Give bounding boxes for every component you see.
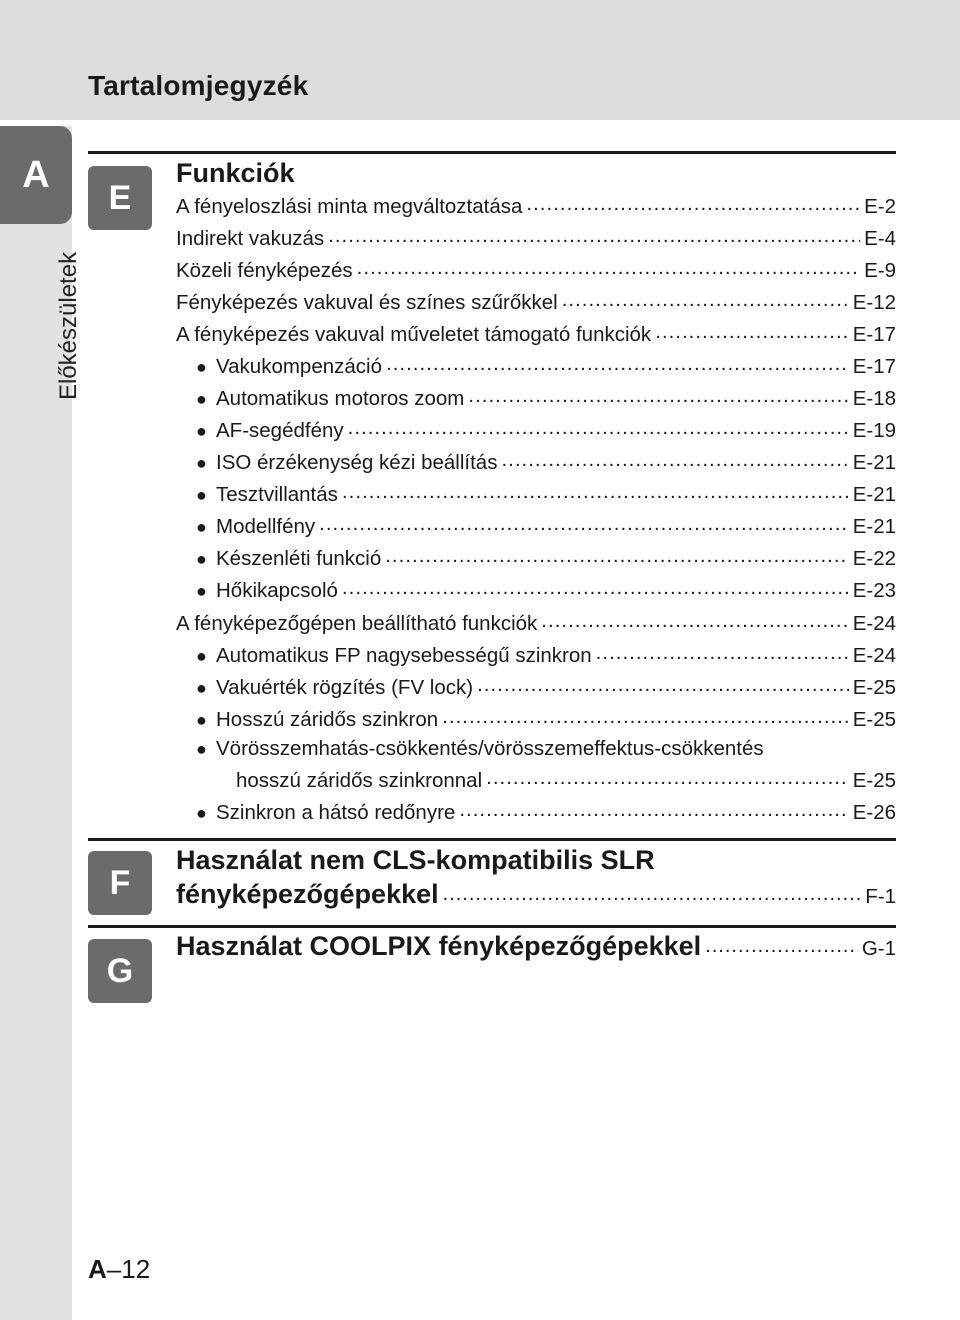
toc-entry-page: E-21	[852, 450, 896, 474]
toc-subentry[interactable]	[196, 576, 896, 606]
toc-entry-page: E-24	[852, 611, 896, 635]
toc-entry-page: E-12	[852, 290, 896, 314]
toc-entry-label: A fényeloszlási minta megváltoztatása	[176, 194, 523, 218]
dot-leader	[443, 883, 862, 903]
toc-entry-page: E-18	[852, 386, 896, 410]
toc-entry-label: A fényképezőgépen beállítható funkciók	[176, 611, 538, 635]
toc-entry-page: E-9	[864, 258, 896, 282]
toc-entry-label: Készenléti funkció	[216, 546, 382, 570]
dot-leader	[541, 609, 848, 630]
bullet-icon: ●	[196, 356, 207, 377]
toc-subentry[interactable]	[196, 480, 896, 510]
dot-leader	[342, 576, 849, 597]
dot-leader	[655, 320, 849, 341]
section-e-title[interactable]: Funkciók	[176, 158, 295, 188]
section-f-title-label: fényképezőgépekkel	[176, 879, 439, 909]
toc-entry-label: Indirekt vakuzás	[176, 226, 325, 250]
bullet-icon: ●	[196, 516, 207, 537]
toc-entry-page: E-17	[852, 354, 896, 378]
page-number-letter: A	[88, 1254, 107, 1284]
toc-entry-label: ISO érzékenység kézi beállítás	[216, 450, 498, 474]
toc-subentry[interactable]	[196, 705, 896, 735]
toc-entry-page: E-26	[852, 800, 896, 824]
toc-entry-label: Hőkikapcsoló	[216, 578, 338, 602]
dot-leader	[501, 448, 848, 469]
toc-entry[interactable]	[176, 320, 896, 350]
toc-entry-page: E-4	[864, 226, 896, 250]
toc-entry-page: E-25	[852, 768, 896, 792]
section-g-letter-box: G	[88, 939, 152, 1003]
page-number-value: –12	[106, 1254, 151, 1284]
dot-leader	[562, 288, 849, 309]
bullet-icon: ●	[196, 580, 207, 601]
dot-leader	[328, 224, 860, 245]
toc-entry-label: Szinkron a hátsó redőnyre	[216, 800, 456, 824]
dot-leader	[477, 673, 849, 694]
toc-subentry[interactable]	[196, 512, 896, 542]
section-f-title-line2[interactable]	[176, 879, 896, 910]
toc-entry[interactable]	[176, 256, 896, 286]
dot-leader	[342, 480, 849, 501]
toc-entry-page: E-23	[852, 578, 896, 602]
dot-leader	[385, 544, 848, 565]
toc-entry-page: E-19	[852, 418, 896, 442]
bullet-icon: ●	[196, 709, 207, 730]
toc-entry-label: Vakukompenzáció	[216, 354, 382, 378]
bullet-icon: ●	[196, 484, 207, 505]
bullet-icon: ●	[196, 388, 207, 409]
toc-entry-page: E-21	[852, 482, 896, 506]
toc-entry-label: AF-segédfény	[216, 418, 344, 442]
section-e-letter-box: E	[88, 166, 152, 230]
bullet-icon: ●	[196, 802, 207, 823]
toc-entry-label: Tesztvillantás	[216, 482, 338, 506]
header-band	[0, 0, 960, 120]
toc-subentry[interactable]	[196, 544, 896, 574]
toc-entry-label: Közeli fényképezés	[176, 258, 353, 282]
toc-entry-label: Fényképezés vakuval és színes szűrőkkel	[176, 290, 558, 314]
section-g-title[interactable]	[176, 931, 896, 962]
toc-entry-page: E-21	[852, 514, 896, 538]
page-title: Tartalomjegyzék	[88, 70, 309, 101]
toc-subentry-first-line[interactable]	[196, 737, 896, 767]
toc-subentry[interactable]	[196, 352, 896, 382]
section-f-title-line1[interactable]: Használat nem CLS-kompatibilis SLR	[176, 845, 655, 875]
dot-leader	[386, 352, 849, 373]
toc-subentry[interactable]	[196, 673, 896, 703]
toc-entry-page: E-17	[852, 322, 896, 346]
toc-entry-label: Automatikus FP nagysebességű szinkron	[216, 643, 592, 667]
toc-entry-label: Vakuérték rögzítés (FV lock)	[216, 675, 474, 699]
page-number	[88, 1254, 150, 1285]
chapter-name-vertical: Előkészületek	[55, 251, 82, 400]
toc-entry-label: A fényképezés vakuval műveletet támogató funkciók	[176, 322, 652, 346]
bullet-icon: ●	[196, 452, 207, 473]
toc-entry[interactable]	[176, 288, 896, 318]
toc-subentry[interactable]	[196, 416, 896, 446]
dot-leader	[459, 798, 848, 819]
section-f-letter-box: F	[88, 851, 152, 915]
dot-leader	[705, 935, 858, 955]
bullet-icon: ●	[196, 420, 207, 441]
toc-entry-label: Hosszú záridős szinkron	[216, 707, 439, 731]
toc-entry-page: E-25	[852, 675, 896, 699]
bullet-icon: ●	[196, 548, 207, 569]
toc-entry-label: Automatikus motoros zoom	[216, 386, 465, 410]
dot-leader	[468, 384, 848, 405]
section-g-page: G-1	[861, 937, 896, 960]
toc-entry[interactable]	[176, 609, 896, 639]
toc-subentry-continuation[interactable]	[236, 766, 896, 796]
toc-entry-label-continuation: hosszú záridős szinkronnal	[236, 768, 483, 792]
chapter-tab-letter: A	[22, 154, 50, 196]
bullet-icon: ●	[196, 677, 207, 698]
toc-subentry[interactable]	[196, 641, 896, 671]
toc-subentry[interactable]	[196, 448, 896, 478]
toc-entry-label: Modellfény	[216, 514, 316, 538]
toc-entry-page: E-24	[852, 643, 896, 667]
toc-entry-label: Vörösszemhatás-csökkentés/vörösszemeffektus-csökkentés	[216, 737, 764, 760]
bullet-icon: ●	[196, 739, 207, 759]
section-g-title-label: Használat COOLPIX fényképezőgépekkel	[176, 931, 702, 961]
dot-leader	[442, 705, 849, 726]
section-f-page: F-1	[865, 885, 896, 908]
dot-leader	[526, 192, 860, 213]
toc-subentry[interactable]	[196, 798, 896, 828]
toc-entry-page: E-2	[864, 194, 896, 218]
toc-subentry[interactable]	[196, 384, 896, 414]
dot-leader	[357, 256, 860, 277]
toc-entry[interactable]	[176, 224, 896, 254]
dot-leader	[596, 641, 849, 662]
toc-entry-page: E-22	[852, 546, 896, 570]
toc-entry-page: E-25	[852, 707, 896, 731]
dot-leader	[486, 766, 849, 787]
dot-leader	[319, 512, 849, 533]
bullet-icon: ●	[196, 645, 207, 666]
toc-entry[interactable]	[176, 192, 896, 222]
dot-leader	[348, 416, 849, 437]
